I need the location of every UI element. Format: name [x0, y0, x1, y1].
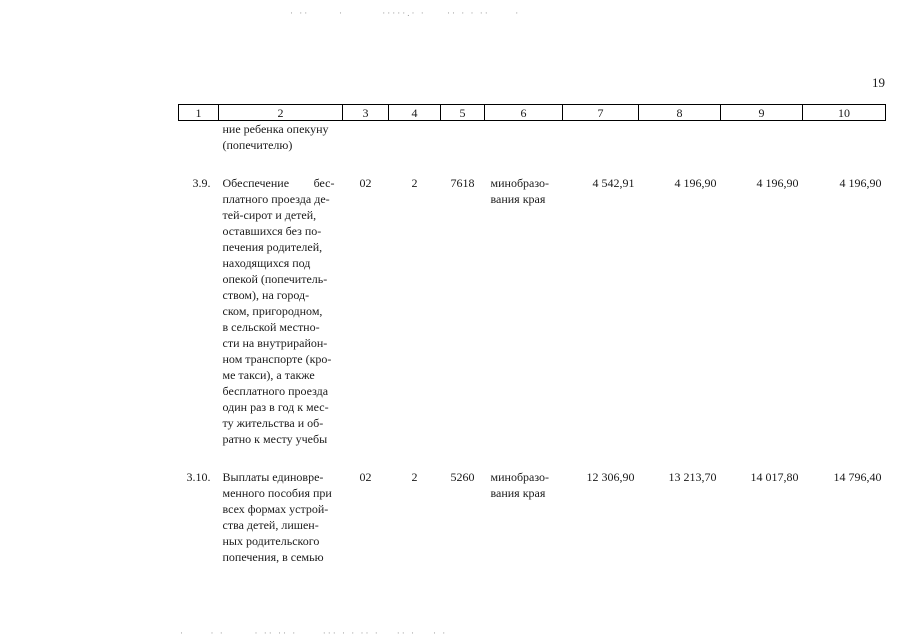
- text-line: менного пособия при: [222, 486, 332, 500]
- header-cell-10: 10: [803, 105, 886, 121]
- subsection-code: 2: [411, 470, 418, 484]
- text-line: находящихся под: [222, 256, 311, 270]
- continuation-text: [219, 121, 343, 154]
- amount-col-10: 14 796,40: [833, 470, 882, 484]
- amount-col-7: 4 542,91: [592, 176, 635, 190]
- text-line: ном транспорте (кро-: [222, 352, 332, 366]
- header-cell-7: 7: [563, 105, 639, 121]
- text-line: ском, пригородном,: [222, 304, 323, 318]
- executor-line: вания края: [490, 486, 546, 500]
- text-line: бесплатного проезда: [222, 384, 329, 398]
- item-number: 3.9.: [192, 176, 211, 190]
- scan-noise-bottom: · · · · ·· ·· · ··· · · ·· · ·· · · ·: [180, 628, 448, 638]
- text-line: печения родителей,: [222, 240, 323, 254]
- section-code: 02: [359, 470, 372, 484]
- header-cell-8: 8: [639, 105, 721, 121]
- amount-col-8: 4 196,90: [674, 176, 717, 190]
- header-cell-6: 6: [485, 105, 563, 121]
- article-code: 5260: [450, 470, 475, 484]
- text-line: Обеспечение бес-: [222, 176, 335, 190]
- text-line: ме такси), а также: [222, 368, 315, 382]
- text-line: (попечителю): [222, 138, 293, 152]
- header-cell-1: 1: [179, 105, 219, 121]
- page-number: 19: [872, 75, 885, 90]
- amount-col-9: 4 196,90: [756, 176, 799, 190]
- text-line: тей-сирот и детей,: [222, 208, 317, 222]
- table-row-3-10: [179, 469, 886, 565]
- executor-line: минобразо-: [490, 470, 550, 484]
- executor-line: минобразо-: [490, 176, 550, 190]
- budget-table: [178, 104, 886, 565]
- header-cell-3: 3: [343, 105, 389, 121]
- text-line: всех формах устрой-: [222, 502, 329, 516]
- executor: [485, 175, 563, 447]
- text-line: ратно к месту учебы: [222, 432, 328, 446]
- executor: [485, 469, 563, 565]
- header-cell-9: 9: [721, 105, 803, 121]
- text-line: оставшихся без по-: [222, 224, 322, 238]
- header-cell-5: 5: [441, 105, 485, 121]
- article-code: 7618: [450, 176, 475, 190]
- amount-col-9: 14 017,80: [750, 470, 799, 484]
- item-description: [219, 469, 343, 565]
- header-row: [179, 105, 886, 121]
- text-line: в сельской местно-: [222, 320, 320, 334]
- amount-col-8: 13 213,70: [668, 470, 717, 484]
- text-line: Выплаты единовре-: [222, 470, 324, 484]
- continuation-row: [179, 121, 886, 154]
- text-line: опекой (попечитель-: [222, 272, 328, 286]
- text-line: ством), на город-: [222, 288, 310, 302]
- subsection-code: 2: [411, 176, 418, 190]
- table-row-3-9: [179, 175, 886, 447]
- text-line: ных родительского: [222, 534, 320, 548]
- header-cell-4: 4: [389, 105, 441, 121]
- text-line: один раз в год к мес-: [222, 400, 329, 414]
- item-description: [219, 175, 343, 447]
- amount-col-7: 12 306,90: [586, 470, 635, 484]
- text-line: сти на внутрирайон-: [222, 336, 328, 350]
- amount-col-10: 4 196,90: [839, 176, 882, 190]
- text-line: ту жительства и об-: [222, 416, 324, 430]
- text-line: ние ребенка опекуну: [222, 122, 329, 136]
- text-line: ства детей, лишен-: [222, 518, 319, 532]
- text-line: платного проезда де-: [222, 192, 330, 206]
- text-line: попечения, в семью: [222, 550, 324, 564]
- item-number: 3.10.: [186, 470, 211, 484]
- section-code: 02: [359, 176, 372, 190]
- header-cell-2: 2: [219, 105, 343, 121]
- executor-line: вания края: [490, 192, 546, 206]
- scan-noise-top: · ·· · ·····.· · ·· · · ·· ·: [290, 8, 521, 18]
